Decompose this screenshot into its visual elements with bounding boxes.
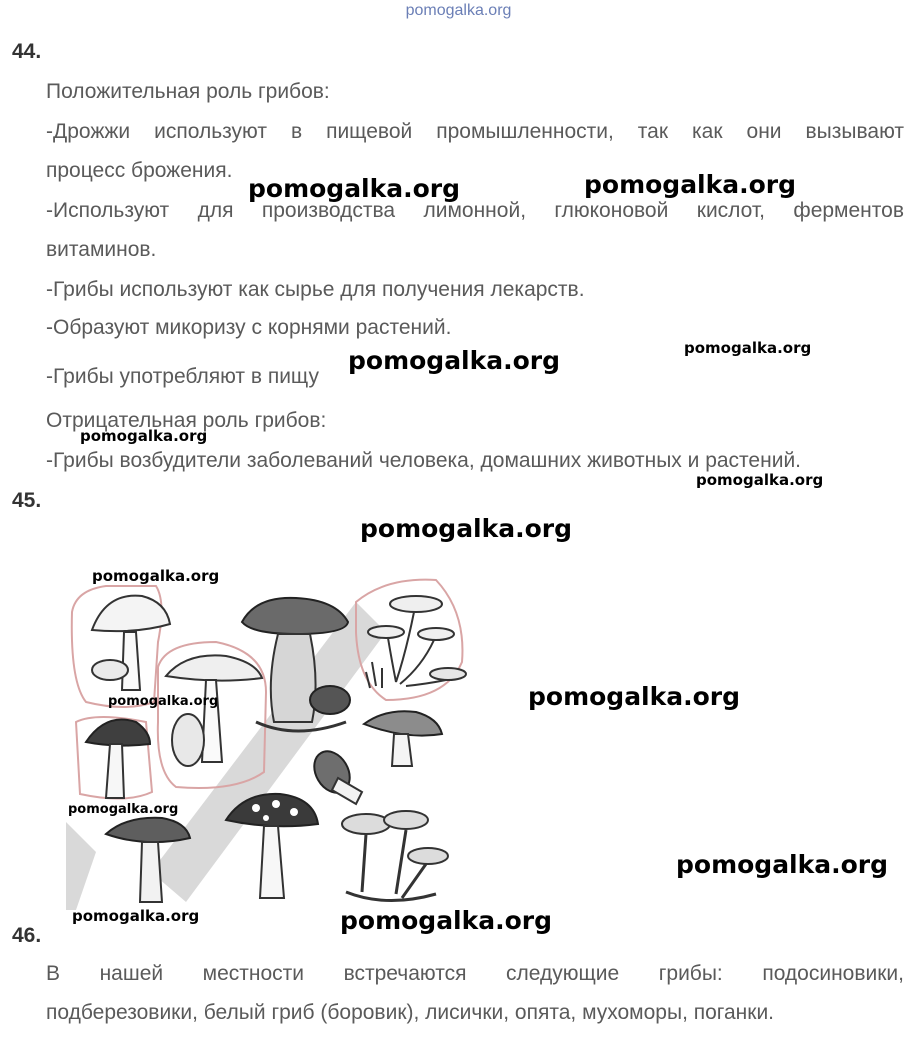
watermark: pomogalka.org xyxy=(72,907,200,925)
positive-item: процесс брожения. xyxy=(46,159,233,182)
watermark: pomogalka.org xyxy=(528,682,741,711)
negative-heading: Отрицательная роль грибов: xyxy=(46,409,327,432)
mushrooms-illustration xyxy=(66,572,470,910)
watermark: pomogalka.org xyxy=(696,471,824,489)
watermark: pomogalka.org xyxy=(348,346,561,375)
task-45-number: 45. xyxy=(12,489,42,512)
task-46-text: подберезовики, белый гриб (боровик), лисички, опята, мухоморы, поганки. xyxy=(46,1001,775,1024)
positive-item: -Используют для производства лимонной, глюконовой кислот, ферментов xyxy=(46,199,904,222)
watermark: pomogalka.org xyxy=(80,427,208,445)
positive-item: витаминов. xyxy=(46,238,157,261)
task-44-number: 44. xyxy=(12,40,42,63)
positive-heading: Положительная роль грибов: xyxy=(46,80,330,103)
task-46-text: В нашей местности встречаются следующие грибы: подосиновики, xyxy=(46,962,904,985)
watermark: pomogalka.org xyxy=(684,339,812,357)
negative-item: -Грибы возбудители заболеваний человека, домашних животных и растений. xyxy=(46,449,802,472)
watermark: pomogalka.org xyxy=(248,174,461,203)
watermark: pomogalka.org xyxy=(340,906,553,935)
task-46-number: 46. xyxy=(12,924,42,947)
positive-item: -Дрожжи используют в пищевой промышленности, так как они вызывают xyxy=(46,120,904,143)
positive-item: -Грибы используют как сырье для получения лекарств. xyxy=(46,278,585,301)
positive-item: -Образуют микоризу с корнями растений. xyxy=(46,316,452,339)
watermark: pomogalka.org xyxy=(360,514,573,543)
watermark: pomogalka.org xyxy=(68,802,179,817)
positive-item: -Грибы употребляют в пищу xyxy=(46,365,319,388)
watermark: pomogalka.org xyxy=(108,694,219,709)
watermark: pomogalka.org xyxy=(584,170,797,199)
site-link[interactable]: pomogalka.org xyxy=(405,2,512,19)
watermark: pomogalka.org xyxy=(92,567,220,585)
watermark: pomogalka.org xyxy=(676,850,889,879)
